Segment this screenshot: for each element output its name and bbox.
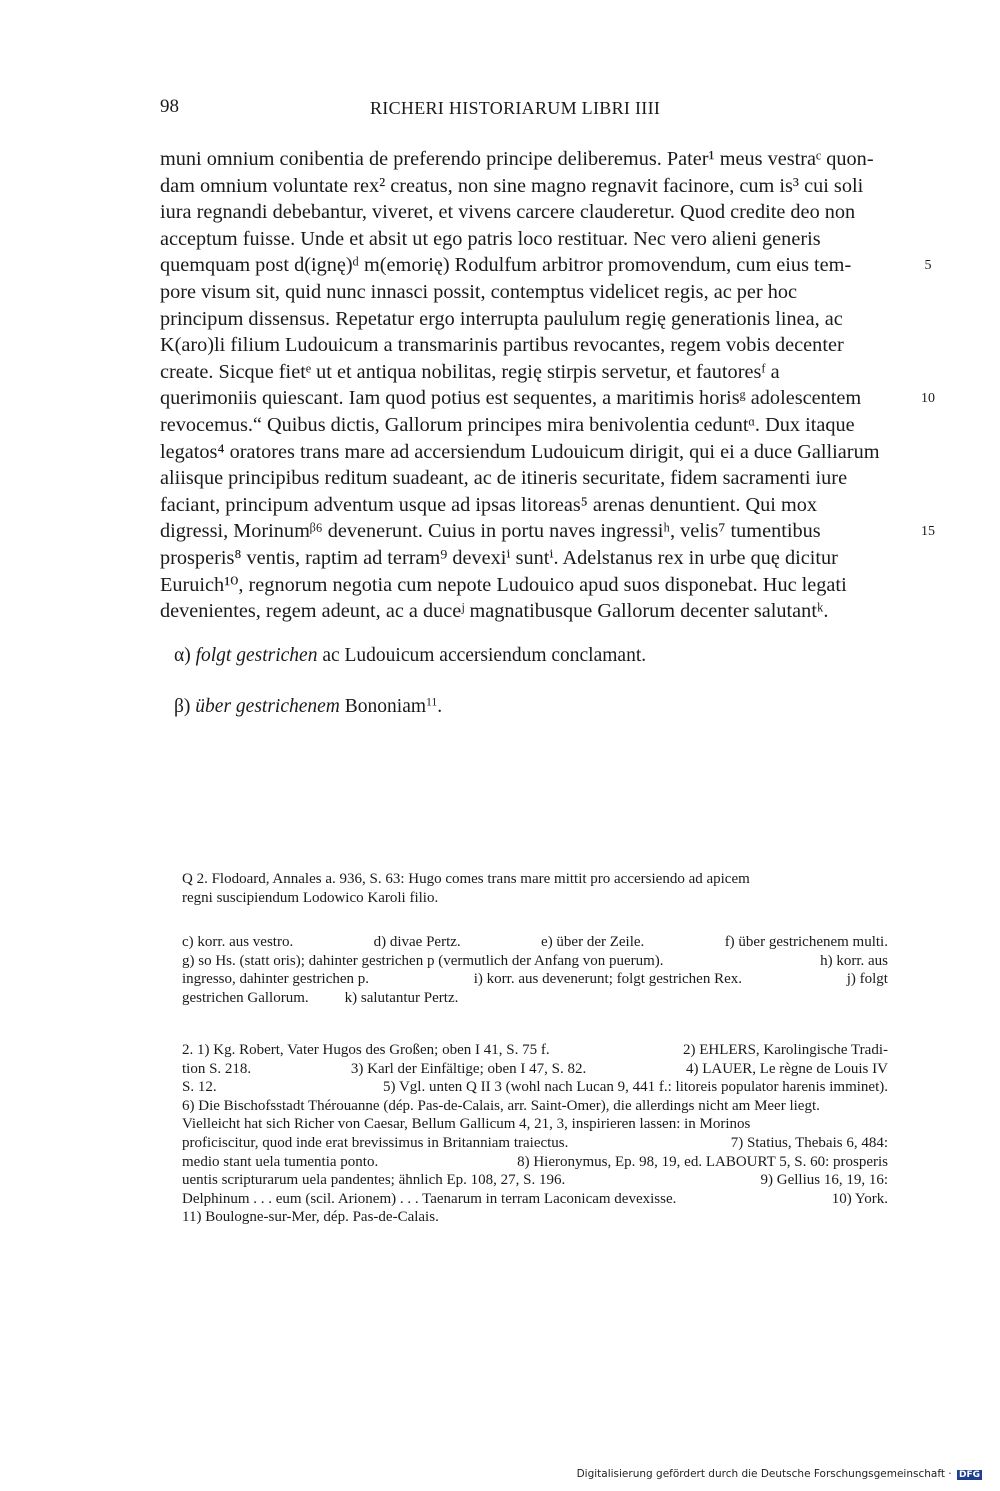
note-label: folgt gestrichen — [195, 645, 318, 666]
text-line: legatos⁴ oratores trans mare ad accersiendum Ludouicum dirigit, qui ei a duce Galliarum — [160, 440, 880, 463]
main-text-body — [160, 146, 890, 625]
variant-row — [182, 970, 888, 989]
variant-row — [182, 933, 888, 952]
text-line: Euruich¹⁰, regnorum negotia cum nepote Ludouico apud suos disponebat. Huc legati — [160, 573, 847, 596]
variant-entry: j) folgt — [846, 971, 888, 988]
text-line: muni omnium conibentia de preferendo principe deliberemus. Pater¹ meus vestraᶜ quon- — [160, 148, 874, 170]
variant-entry: d) divae Pertz. — [373, 934, 461, 950]
digitalisation-credit — [577, 1468, 982, 1480]
commentary-row — [182, 1190, 888, 1209]
text-line: dam omnium voluntate rex² creatus, non sine magno regnavit facinore, cum is³ cui soli — [160, 174, 864, 197]
commentary-entry: tion S. 218. — [182, 1060, 252, 1077]
line-number: 10 — [921, 391, 935, 406]
text-line: iura regnandi debebantur, viveret, et vivens carcere clauderetur. Quod credite deo non — [160, 201, 856, 224]
commentary-row — [182, 1153, 888, 1172]
variant-entry: k) salutantur Pertz. — [344, 989, 459, 1006]
text-line: create. Sicque fietᵉ ut et antiqua nobilitas, regię stirpis servetur, et fautoresᶠ a — [160, 360, 780, 383]
source-line: Q 2. Flodoard, Annales a. 936, S. 63: Hugo comes trans mare mittit pro accersiendo ad apicem — [182, 871, 750, 887]
commentary-entry: S. 12. — [182, 1079, 217, 1096]
commentary-row — [182, 1171, 888, 1190]
commentary-row — [182, 1097, 888, 1116]
commentary-row — [182, 1041, 888, 1060]
note-siglum: α) — [174, 645, 191, 666]
commentary-row — [182, 1208, 888, 1227]
source-line: regni suscipiendum Lodowico Karoli filio. — [182, 889, 439, 906]
commentary-entry: 6) Die Bischofsstadt Thérouanne (dép. Pas-de-Calais, arr. Saint-Omer), die allerdings nicht am Meer liegt. — [182, 1097, 820, 1114]
commentary-row — [182, 1134, 888, 1153]
line-number: 5 — [924, 258, 932, 273]
commentary-entry: 2) EHLERS, Karolingische Tradi- — [683, 1042, 888, 1058]
text-line: querimoniis quiescant. Iam quod potius est sequentes, a maritimis horisᵍ adolescentem — [160, 387, 862, 410]
digitalisation-text: Digitalisierung gefördert durch die Deutsche Forschungsgemeinschaft · — [576, 1468, 952, 1480]
text-line: principum dissensus. Repetatur ergo interrupta paululum regię generationis linea, ac — [160, 307, 843, 330]
variant-entry: i) korr. aus devenerunt; folgt gestrichen Rex. — [473, 971, 743, 988]
note-text: Bononiam — [344, 696, 427, 717]
commentary-entry: 11) Boulogne-sur-Mer, dép. Pas-de-Calais. — [182, 1209, 439, 1226]
text-line: digressi, Morinumᵝ⁶ devenerunt. Cuius in portu naves ingressiʰ, velis⁷ tumentibus — [160, 520, 821, 543]
text-line: faciant, principum adventum usque ad ipsas litoreas⁵ arenas denuntient. Qui mox — [160, 493, 818, 516]
commentary-row — [182, 1060, 888, 1079]
commentary-entry: Vielleicht hat sich Richer von Caesar, Bellum Gallicum 4, 21, 3, inspirieren lassen: in Morinos — [182, 1116, 751, 1133]
text-line: devenientes, regem adeunt, ac a duceʲ magnatibusque Gallorum decenter salutantᵏ. — [160, 600, 829, 623]
text-line: prosperis⁸ ventis, raptim ad terram⁹ devexiⁱ suntⁱ. Adelstanus rex in urbe quę dicitur — [160, 546, 838, 569]
text-line: revocemus.“ Quibus dictis, Gallorum principes mira benivolentia ceduntᵅ. Dux itaque — [160, 413, 855, 436]
text-line: pore visum sit, quid nunc innasci possit, contemptus videlicet regis, ac per hoc — [160, 280, 798, 303]
variant-entry: ingresso, dahinter gestrichen p. — [182, 971, 370, 988]
line-number: 15 — [921, 524, 935, 539]
commentary-entry: 3) Karl der Einfältige; oben I 47, S. 82. — [350, 1060, 587, 1077]
commentary-entry: Delphinum . . . eum (scil. Arionem) . . . Taenarum in terram Laconicam devexisse. — [182, 1190, 677, 1207]
variant-apparatus — [182, 933, 888, 1007]
dfg-logo: DFG — [958, 1470, 980, 1480]
note-label: über gestrichenem — [195, 696, 340, 717]
commentary-row — [182, 1115, 888, 1134]
commentary-entry: proficiscitur, quod inde erat brevissimus in Britanniam traiectus. — [182, 1134, 569, 1151]
commentary-notes — [182, 1041, 888, 1227]
commentary-entry: 9) Gellius 16, 19, 16: — [760, 1172, 888, 1189]
running-title: RICHERI HISTORIARUM LIBRI IIII — [370, 98, 661, 118]
note-text: ac Ludouicum accersiendum conclamant. — [322, 645, 647, 666]
note-siglum: β) — [174, 696, 191, 717]
commentary-entry: 4) LAUER, Le règne de Louis IV — [685, 1060, 888, 1077]
variant-entry: c) korr. aus vestro. — [182, 934, 294, 950]
textual-note-beta — [174, 696, 442, 718]
commentary-entry: uentis scripturarum uela pandentes; ähnlich Ep. 108, 27, S. 196. — [182, 1172, 566, 1189]
variant-row — [182, 952, 888, 971]
text-line: K(aro)li filium Ludouicum a transmarinis partibus revocantes, regem vobis decenter — [160, 334, 844, 357]
variant-entry: g) so Hs. (statt oris); dahinter gestrichen p (vermutlich der Anfang von puerum). — [182, 952, 664, 969]
note-ref: 11 — [426, 695, 438, 709]
variant-entry: gestrichen Gallorum. — [182, 989, 309, 1006]
commentary-entry: 5) Vgl. unten Q II 3 (wohl nach Lucan 9, 441 f.: litoreis populator harenis imminet). — [382, 1079, 888, 1096]
commentary-row — [182, 1078, 888, 1097]
commentary-entry: 7) Statius, Thebais 6, 484: — [730, 1134, 888, 1151]
note-end: . — [437, 696, 443, 717]
commentary-entry: 8) Hieronymus, Ep. 98, 19, ed. LABOURT 5, S. 60: prosperis — [517, 1153, 888, 1170]
text-line: quemquam post d(ignę)ᵈ m(emorię) Rodulfum arbitror promovendum, cum eius tem- — [160, 254, 852, 277]
commentary-entry: 2. 1) Kg. Robert, Vater Hugos des Großen; oben I 41, S. 75 f. — [182, 1042, 550, 1058]
source-note — [182, 870, 888, 907]
text-line: acceptum fuisse. Unde et absit ut ego patris loco restituar. Nec vero alieni generis — [160, 227, 821, 250]
page-number: 98 — [160, 96, 179, 117]
textual-note-alpha — [174, 645, 646, 667]
commentary-entry: medio stant uela tumentia ponto. — [182, 1153, 379, 1170]
text-line: aliisque principibus reditum suadeant, ac de itineris securitate, fidem sacramenti iure — [160, 467, 848, 490]
variant-row — [182, 989, 888, 1008]
commentary-entry: 10) York. — [831, 1190, 888, 1207]
variant-entry: f) über gestrichenem multi. — [724, 934, 888, 950]
variant-entry: h) korr. aus — [820, 952, 888, 969]
variant-entry: e) über der Zeile. — [541, 934, 645, 950]
